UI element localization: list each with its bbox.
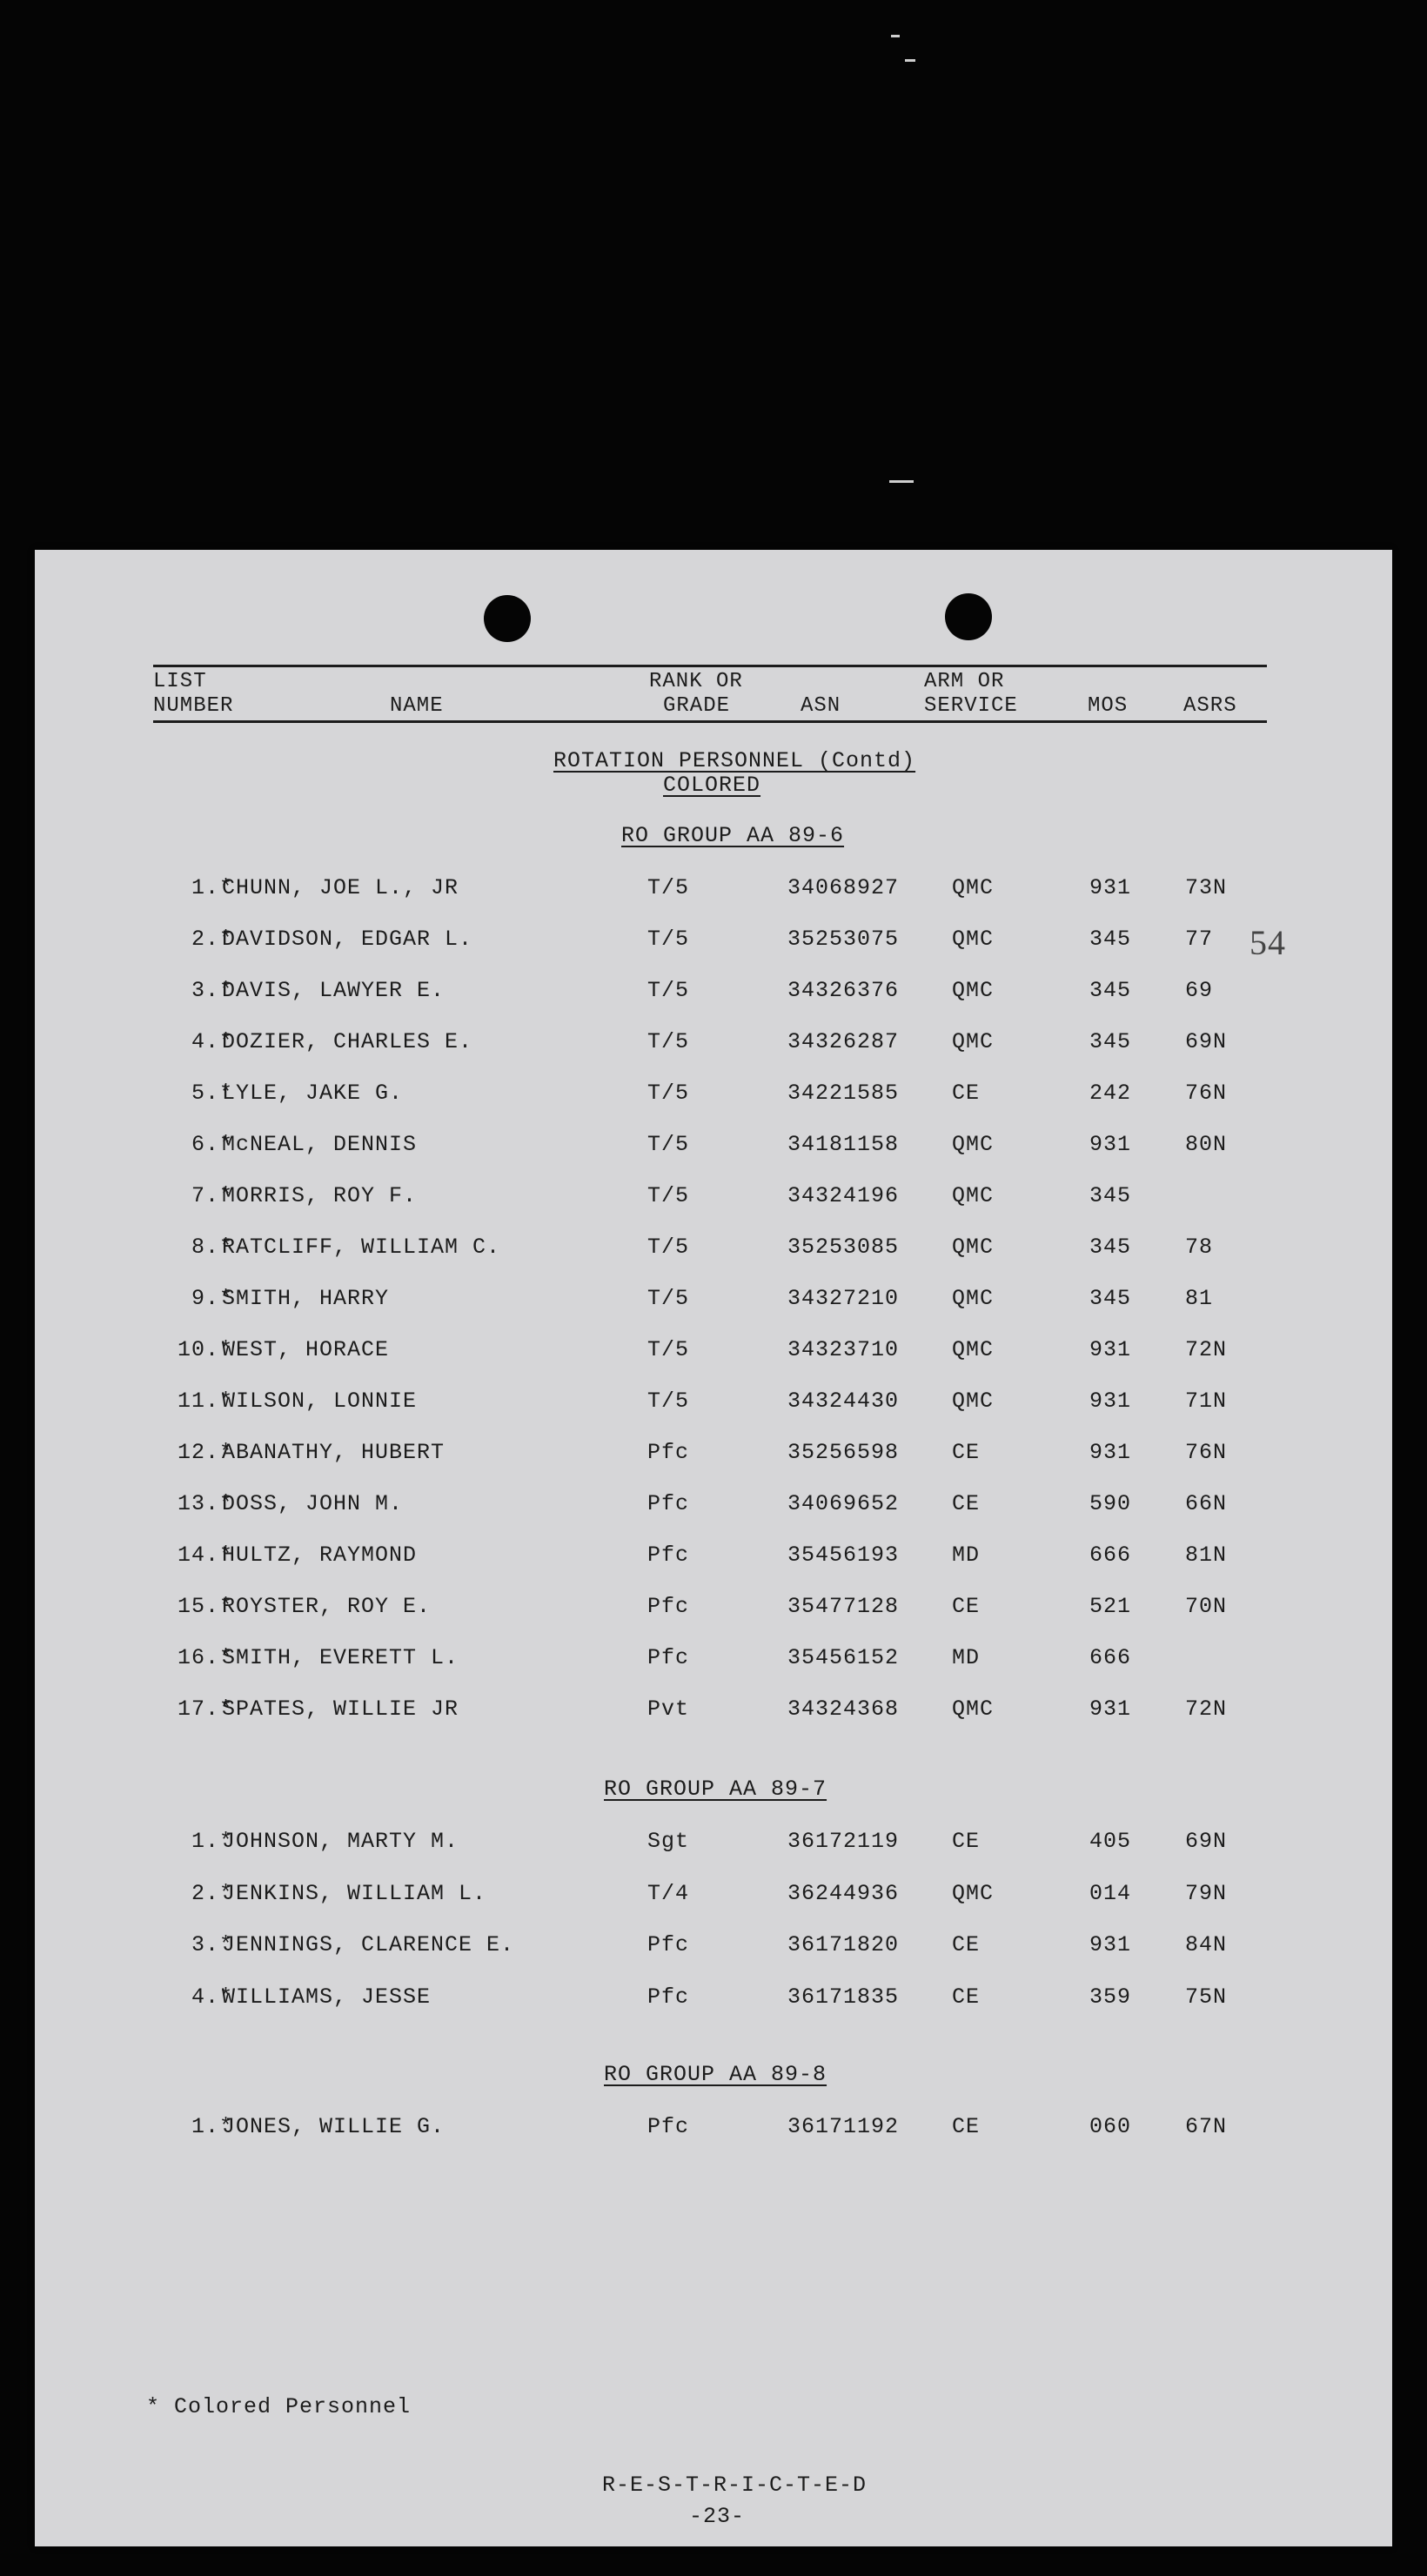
list-number: 12.* (177, 1440, 233, 1465)
serial-number: 35477128 (787, 1594, 900, 1619)
table-row (35, 875, 1392, 907)
list-number: 1.* (191, 875, 233, 900)
person-name: HULTZ, RAYMOND (222, 1542, 418, 1568)
list-number: 3.* (191, 978, 233, 1003)
person-name: DOZIER, CHARLES E. (222, 1029, 473, 1054)
arm-service: QMC (952, 1132, 995, 1157)
asrs-score: 84N (1185, 1932, 1228, 1957)
serial-number: 34069652 (787, 1491, 900, 1516)
serial-number: 35456193 (787, 1542, 900, 1568)
header-grade-label: GRADE (663, 694, 731, 718)
serial-number: 34324368 (787, 1696, 900, 1722)
rank-grade: T/5 (647, 875, 690, 900)
arm-service: QMC (952, 1880, 995, 1906)
list-number: 8.* (191, 1234, 233, 1260)
arm-service: QMC (952, 1183, 995, 1208)
person-name: CHUNN, JOE L., JR (222, 875, 459, 900)
rank-grade: Pfc (647, 1645, 690, 1670)
rank-grade: Pfc (647, 1542, 690, 1568)
serial-number: 35256598 (787, 1440, 900, 1465)
rank-grade: T/5 (647, 1029, 690, 1054)
arm-service: QMC (952, 1234, 995, 1260)
rank-grade: Pfc (647, 1491, 690, 1516)
serial-number: 35253085 (787, 1234, 900, 1260)
list-number: 6.* (191, 1132, 233, 1157)
mos-code: 405 (1089, 1829, 1132, 1854)
table-row (35, 1542, 1392, 1574)
rank-grade: Pfc (647, 2114, 690, 2139)
table-row (35, 1029, 1392, 1061)
table-row (35, 1440, 1392, 1471)
asrs-score: 70N (1185, 1594, 1228, 1619)
rank-grade: Pfc (647, 1594, 690, 1619)
table-row (35, 1984, 1392, 2016)
mos-code: 931 (1089, 1440, 1132, 1465)
mos-code: 931 (1089, 1932, 1132, 1957)
header-number-label: NUMBER (153, 694, 234, 718)
rank-grade: T/5 (647, 1234, 690, 1260)
table-row (35, 1234, 1392, 1266)
arm-service: CE (952, 1829, 981, 1854)
list-number: 16.* (177, 1645, 233, 1670)
table-row (35, 1594, 1392, 1625)
mos-code: 345 (1089, 927, 1132, 952)
asrs-score: 69 (1185, 978, 1214, 1003)
table-row (35, 1881, 1392, 1912)
classification-marking: R-E-S-T-R-I-C-T-E-D (602, 2472, 868, 2498)
table-row (35, 927, 1392, 958)
arm-service: QMC (952, 1337, 995, 1362)
list-number: 15.* (177, 1594, 233, 1619)
asrs-score: 81 (1185, 1286, 1214, 1311)
page-number: -23- (689, 2504, 746, 2529)
person-name: ROYSTER, ROY E. (222, 1594, 432, 1619)
arm-service: CE (952, 1081, 981, 1106)
serial-number: 36171820 (787, 1932, 900, 1957)
table-row (35, 1132, 1392, 1163)
group-title: RO GROUP AA 89-8 (604, 2062, 827, 2087)
serial-number: 34326376 (787, 978, 900, 1003)
header-name-label: NAME (390, 694, 444, 718)
person-name: MORRIS, ROY F. (222, 1183, 418, 1208)
person-name: JOHNSON, MARTY M. (222, 1829, 459, 1854)
list-number: 2.* (191, 1880, 233, 1906)
mos-code: 521 (1089, 1594, 1132, 1619)
list-number: 2.* (191, 927, 233, 952)
film-speck (891, 35, 900, 37)
asrs-score: 66N (1185, 1491, 1228, 1516)
mos-code: 590 (1089, 1491, 1132, 1516)
list-number: 13.* (177, 1491, 233, 1516)
rank-grade: Sgt (647, 1829, 690, 1854)
rank-grade: Pvt (647, 1696, 690, 1722)
list-number: 14.* (177, 1542, 233, 1568)
list-number: 1.* (191, 2114, 233, 2139)
header-arm-label: ARM OR (924, 670, 1005, 693)
asrs-score: 79N (1185, 1880, 1228, 1906)
arm-service: CE (952, 1932, 981, 1957)
list-number: 7.* (191, 1183, 233, 1208)
person-name: JONES, WILLIE G. (222, 2114, 446, 2139)
arm-service: MD (952, 1645, 981, 1670)
mos-code: 060 (1089, 2114, 1132, 2139)
rank-grade: T/4 (647, 1880, 690, 1906)
arm-service: QMC (952, 1286, 995, 1311)
arm-service: QMC (952, 1029, 995, 1054)
rank-grade: Pfc (647, 1932, 690, 1957)
asrs-score: 69N (1185, 1829, 1228, 1854)
list-number: 4.* (191, 1984, 233, 2010)
arm-service: CE (952, 2114, 981, 2139)
serial-number: 36171192 (787, 2114, 900, 2139)
group-title: RO GROUP AA 89-6 (621, 823, 845, 848)
rank-grade: T/5 (647, 1183, 690, 1208)
header-top-rule (153, 665, 1267, 667)
mos-code: 345 (1089, 1286, 1132, 1311)
document-title: ROTATION PERSONNEL (Contd) (553, 748, 916, 773)
mos-code: 931 (1089, 1132, 1132, 1157)
person-name: WILSON, LONNIE (222, 1388, 418, 1414)
header-asrs-label: ASRS (1183, 694, 1237, 718)
table-row (35, 1696, 1392, 1728)
table-row (35, 1932, 1392, 1964)
table-row (35, 1388, 1392, 1420)
asrs-score: 77 (1185, 927, 1214, 952)
asrs-score: 72N (1185, 1337, 1228, 1362)
person-name: DOSS, JOHN M. (222, 1491, 404, 1516)
asrs-score: 80N (1185, 1132, 1228, 1157)
person-name: McNEAL, DENNIS (222, 1132, 418, 1157)
serial-number: 34181158 (787, 1132, 900, 1157)
list-number: 5.* (191, 1081, 233, 1106)
mos-code: 931 (1089, 1388, 1132, 1414)
serial-number: 35253075 (787, 927, 900, 952)
rank-grade: T/5 (647, 1337, 690, 1362)
rank-grade: Pfc (647, 1440, 690, 1465)
serial-number: 34221585 (787, 1081, 900, 1106)
person-name: ABANATHY, HUBERT (222, 1440, 446, 1465)
film-speck (889, 480, 914, 483)
header-bottom-rule (153, 720, 1267, 723)
mos-code: 931 (1089, 1696, 1132, 1722)
serial-number: 34068927 (787, 875, 900, 900)
arm-service: QMC (952, 978, 995, 1003)
table-row (35, 1337, 1392, 1368)
serial-number: 34323710 (787, 1337, 900, 1362)
person-name: RATCLIFF, WILLIAM C. (222, 1234, 501, 1260)
rank-grade: Pfc (647, 1984, 690, 2010)
arm-service: CE (952, 1440, 981, 1465)
serial-number: 35456152 (787, 1645, 900, 1670)
serial-number: 36171835 (787, 1984, 900, 2010)
serial-number: 34326287 (787, 1029, 900, 1054)
footnote: * Colored Personnel (146, 2394, 412, 2419)
rank-grade: T/5 (647, 927, 690, 952)
serial-number: 34324196 (787, 1183, 900, 1208)
margin-page-number: 54 (1249, 923, 1286, 962)
asrs-score: 67N (1185, 2114, 1228, 2139)
table-row (35, 1645, 1392, 1676)
table-row (35, 1286, 1392, 1317)
person-name: WILLIAMS, JESSE (222, 1984, 432, 2010)
arm-service: QMC (952, 927, 995, 952)
punch-hole-left (484, 595, 531, 642)
mos-code: 345 (1089, 978, 1132, 1003)
mos-code: 345 (1089, 1183, 1132, 1208)
list-number: 3.* (191, 1932, 233, 1957)
mos-code: 014 (1089, 1880, 1132, 1906)
asrs-score: 75N (1185, 1984, 1228, 2010)
asrs-score: 72N (1185, 1696, 1228, 1722)
list-number: 4.* (191, 1029, 233, 1054)
serial-number: 34324430 (787, 1388, 900, 1414)
asrs-score: 81N (1185, 1542, 1228, 1568)
table-row (35, 1829, 1392, 1860)
mos-code: 359 (1089, 1984, 1132, 2010)
arm-service: QMC (952, 1696, 995, 1722)
arm-service: CE (952, 1491, 981, 1516)
mos-code: 666 (1089, 1645, 1132, 1670)
list-number: 11.* (177, 1388, 233, 1414)
table-row (35, 1183, 1392, 1214)
document-page (35, 550, 1392, 2546)
asrs-score: 71N (1185, 1388, 1228, 1414)
rank-grade: T/5 (647, 978, 690, 1003)
header-mos-label: MOS (1088, 694, 1129, 718)
person-name: JENKINS, WILLIAM L. (222, 1880, 487, 1906)
mos-code: 931 (1089, 875, 1132, 900)
mos-code: 666 (1089, 1542, 1132, 1568)
asrs-score: 76N (1185, 1081, 1228, 1106)
mos-code: 242 (1089, 1081, 1132, 1106)
table-row (35, 1081, 1392, 1112)
header-asn-label: ASN (801, 694, 841, 718)
person-name: SMITH, EVERETT L. (222, 1645, 459, 1670)
asrs-score: 76N (1185, 1440, 1228, 1465)
rank-grade: T/5 (647, 1081, 690, 1106)
person-name: SPATES, WILLIE JR (222, 1696, 459, 1722)
person-name: SMITH, HARRY (222, 1286, 390, 1311)
document-subtitle: COLORED (663, 773, 761, 798)
header-rank-label: RANK OR (649, 670, 743, 693)
person-name: JENNINGS, CLARENCE E. (222, 1932, 515, 1957)
asrs-score: 73N (1185, 875, 1228, 900)
rank-grade: T/5 (647, 1132, 690, 1157)
punch-hole-right (945, 593, 992, 640)
list-number: 9.* (191, 1286, 233, 1311)
film-speck (905, 59, 915, 62)
arm-service: QMC (952, 1388, 995, 1414)
serial-number: 36244936 (787, 1880, 900, 1906)
arm-service: QMC (952, 875, 995, 900)
mos-code: 931 (1089, 1337, 1132, 1362)
list-number: 1.* (191, 1829, 233, 1854)
person-name: DAVIDSON, EDGAR L. (222, 927, 473, 952)
mos-code: 345 (1089, 1029, 1132, 1054)
person-name: LYLE, JAKE G. (222, 1081, 404, 1106)
person-name: WEST, HORACE (222, 1337, 390, 1362)
arm-service: CE (952, 1594, 981, 1619)
person-name: DAVIS, LAWYER E. (222, 978, 446, 1003)
table-row (35, 1491, 1392, 1522)
group-title: RO GROUP AA 89-7 (604, 1776, 827, 1802)
table-row (35, 2114, 1392, 2145)
mos-code: 345 (1089, 1234, 1132, 1260)
arm-service: MD (952, 1542, 981, 1568)
table-row (35, 978, 1392, 1009)
rank-grade: T/5 (647, 1388, 690, 1414)
serial-number: 34327210 (787, 1286, 900, 1311)
header-service-label: SERVICE (924, 694, 1018, 718)
asrs-score: 69N (1185, 1029, 1228, 1054)
rank-grade: T/5 (647, 1286, 690, 1311)
header-list-label: LIST (153, 670, 207, 693)
list-number: 10.* (177, 1337, 233, 1362)
list-number: 17.* (177, 1696, 233, 1722)
serial-number: 36172119 (787, 1829, 900, 1854)
arm-service: CE (952, 1984, 981, 2010)
asrs-score: 78 (1185, 1234, 1214, 1260)
